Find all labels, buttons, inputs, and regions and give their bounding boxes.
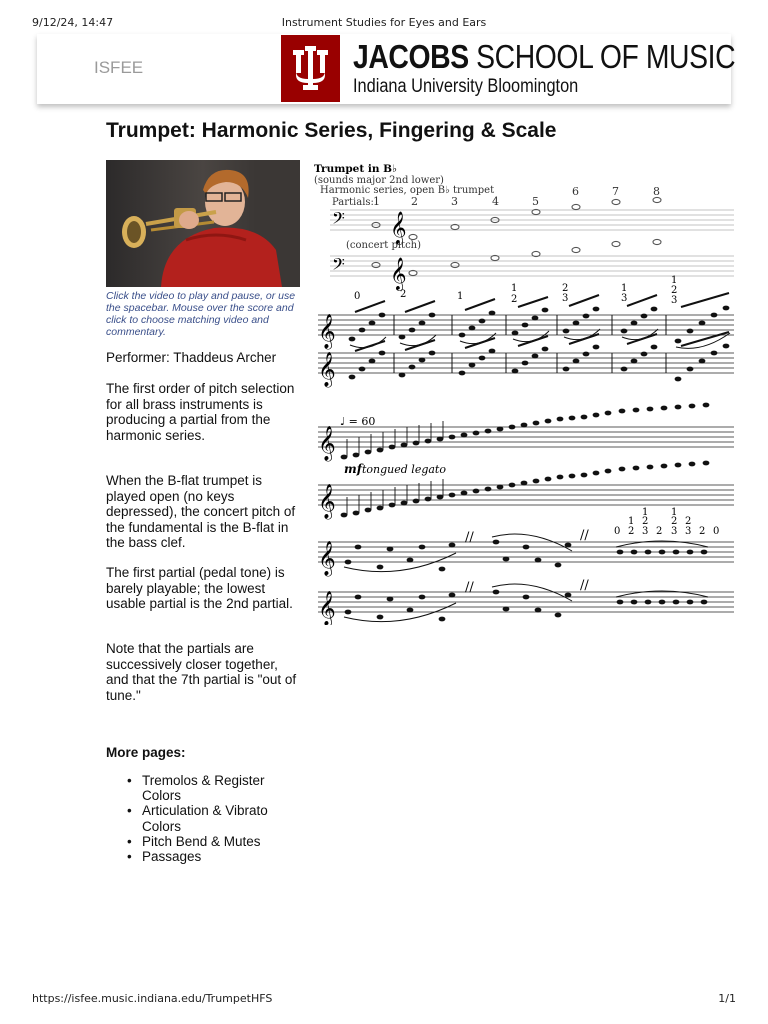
treble-clef-icon: 𝄞 bbox=[318, 484, 336, 519]
fingering-number: 2 bbox=[656, 526, 663, 537]
page-title: Trumpet: Harmonic Series, Fingering & Scale bbox=[106, 119, 557, 142]
print-document-title: Instrument Studies for Eyes and Ears bbox=[281, 16, 487, 29]
performance-video[interactable] bbox=[106, 160, 300, 287]
svg-text://: // bbox=[465, 580, 474, 595]
performer-credit: Performer: Thaddeus Archer bbox=[106, 350, 277, 365]
valve-number: 1 bbox=[621, 283, 628, 294]
more-pages-list bbox=[142, 773, 302, 864]
print-header bbox=[32, 16, 736, 32]
barlines bbox=[394, 315, 666, 373]
fingering-number: 3 bbox=[642, 526, 649, 537]
bass-clef-icon: 𝄢 bbox=[332, 254, 345, 278]
valve-number: 1 bbox=[457, 291, 464, 302]
fingering-number: 0 bbox=[614, 526, 621, 537]
partial-number: 5 bbox=[532, 195, 539, 208]
print-url: https://isfee.music.indiana.edu/TrumpetHFS bbox=[32, 992, 273, 1005]
score-instrument-label: Trumpet in B♭ bbox=[314, 163, 397, 175]
fingering-number: 2 bbox=[628, 526, 635, 537]
treble-clef-icon: 𝄞 bbox=[390, 211, 407, 244]
svg-text://: // bbox=[580, 578, 589, 593]
more-page-link[interactable]: • Passages bbox=[142, 849, 302, 864]
valve-number: 3 bbox=[621, 293, 628, 304]
valve-number: 3 bbox=[562, 293, 569, 304]
treble-clef-icon: 𝄞 bbox=[318, 426, 336, 461]
isfee-home-link[interactable]: ISFEE bbox=[94, 58, 144, 77]
body-paragraph: Note that the partials are successively closer together, and that the 7th partial is "out of tune." bbox=[106, 641, 297, 703]
partial-number: 3 bbox=[451, 195, 458, 208]
svg-text://: // bbox=[465, 530, 474, 545]
treble-clef-icon: 𝄞 bbox=[318, 591, 336, 625]
valve-number: 3 bbox=[671, 295, 678, 306]
school-name-bold: JACOBS bbox=[353, 38, 469, 75]
fingering-number: 2 bbox=[685, 516, 692, 527]
more-pages-heading: More pages: bbox=[106, 745, 186, 760]
arpeggio-notes bbox=[349, 306, 730, 382]
partial-number: 7 bbox=[612, 185, 619, 198]
body-paragraph: When the B-flat trumpet is played open (no keys depressed), the concert pitch of the fundamental is the B-flat in the bass clef. bbox=[106, 473, 296, 550]
valve-number: 0 bbox=[354, 291, 361, 302]
fingering-number: 3 bbox=[685, 526, 692, 537]
treble-clef-icon: 𝄞 bbox=[318, 352, 336, 387]
more-page-link[interactable]: • Tremolos & Register Colors bbox=[142, 773, 302, 803]
fingering-number: 1 bbox=[642, 507, 649, 518]
fingering-number: 3 bbox=[671, 526, 678, 537]
harmonic-notes bbox=[372, 197, 661, 275]
music-score[interactable] bbox=[310, 155, 734, 625]
score-transposition-label: (sounds major 2nd lower) bbox=[314, 175, 444, 186]
valve-number: 2 bbox=[400, 289, 407, 300]
fingering-arpeggio-system bbox=[318, 275, 734, 388]
video-caption: Click the video to play and pause, or use the spacebar. Mouse over the score and click to choose matching video and commentary. bbox=[106, 290, 296, 338]
print-datetime: 9/12/24, 14:47 bbox=[32, 16, 114, 29]
body-paragraph: The first order of pitch selection for all brass instruments is producing a partial from the harmonic series. bbox=[106, 381, 295, 443]
print-page-number: 1/1 bbox=[718, 992, 736, 1005]
score-partials-label: Partials: bbox=[332, 197, 374, 208]
articulation-marking: tongued legato bbox=[362, 463, 446, 476]
body-paragraph: The first partial (pedal tone) is barely playable; the lowest usable partial is the 2nd partial. bbox=[106, 565, 293, 611]
score-series-label: Harmonic series, open B♭ trumpet bbox=[320, 185, 495, 196]
partial-number: 4 bbox=[492, 195, 499, 208]
valve-number: 2 bbox=[562, 283, 569, 294]
fingering-number: 1 bbox=[671, 507, 678, 518]
treble-clef-icon: 𝄞 bbox=[390, 257, 407, 290]
treble-clef-icon: 𝄞 bbox=[318, 314, 336, 349]
fingering-number: 2 bbox=[642, 516, 649, 527]
valve-number: 1 bbox=[511, 283, 518, 294]
more-page-link[interactable]: • Articulation & Vibrato Colors bbox=[142, 803, 302, 833]
print-footer bbox=[32, 992, 736, 1006]
school-name bbox=[353, 38, 735, 76]
partial-number: 1 bbox=[373, 195, 380, 208]
tempo-marking: ♩ = 60 bbox=[340, 415, 376, 428]
excerpt-fingerings bbox=[614, 507, 719, 537]
excerpt-system bbox=[318, 507, 734, 625]
harmonic-series-system bbox=[314, 163, 734, 291]
fingering-number: 2 bbox=[699, 526, 706, 537]
site-header bbox=[37, 34, 736, 104]
iu-trident-logo[interactable] bbox=[281, 35, 340, 102]
partial-number: 6 bbox=[572, 185, 579, 198]
dynamic-marking: mf bbox=[344, 462, 362, 476]
valve-number: 1 bbox=[671, 275, 678, 286]
bass-clef-icon: 𝄢 bbox=[332, 208, 345, 232]
fingering-number: 2 bbox=[671, 516, 678, 527]
fingering-number: 0 bbox=[713, 526, 720, 537]
valve-number: 2 bbox=[511, 294, 518, 305]
svg-text://: // bbox=[580, 528, 589, 543]
more-page-link[interactable]: • Pitch Bend & Mutes bbox=[142, 834, 302, 849]
valve-number: 2 bbox=[671, 285, 678, 296]
score-concert-label: (concert pitch) bbox=[346, 240, 422, 251]
scale-system bbox=[318, 403, 734, 520]
school-name-rest: SCHOOL OF MUSIC bbox=[476, 38, 736, 75]
university-name: Indiana University Bloomington bbox=[353, 76, 579, 97]
partial-number: 8 bbox=[653, 185, 660, 198]
treble-clef-icon: 𝄞 bbox=[318, 541, 336, 576]
partial-number: 2 bbox=[411, 195, 418, 208]
fingering-number: 1 bbox=[628, 516, 635, 527]
